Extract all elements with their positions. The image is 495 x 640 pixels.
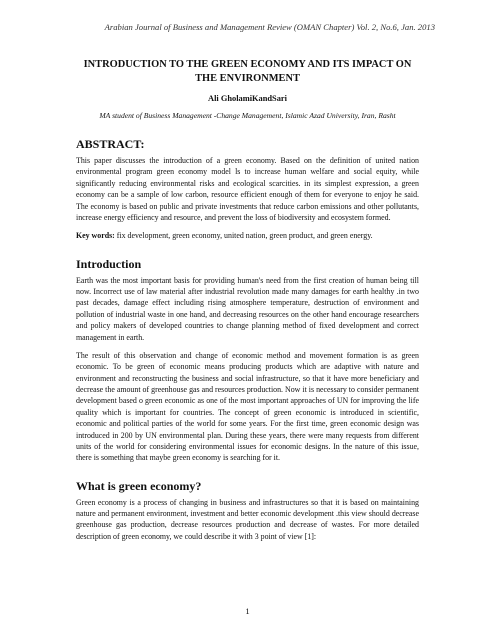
introduction-heading: Introduction — [76, 256, 142, 271]
keywords — [76, 230, 419, 241]
keywords-list: fix development, green economy, united nation, green product, and green energy. — [114, 231, 373, 241]
abstract-heading: ABSTRACT: — [76, 137, 145, 152]
keywords-label: Key words: — [76, 231, 115, 241]
article-body — [76, 58, 419, 542]
introduction-paragraph-2: The result of this observation and change of economic method and movement formation is as green economic. To be green of economic means producing products which are adaptive with nature and environment and reconstructing the business and social infrastructure, so that it have more beneficiary and decrease the amount of greenhouse gas and resources production. Now it is necessary to consider permanent development based o green economic as one of the most important approaches of UN for improving the life quality which is important for countries. The concept of green economic is introduced in scientific, economic and political parties of the world for some years. For the first time, green economic design was introduced in 200 by UN environmental plan. During these years, there were many requests from different units of the world for considering environmental issues for economic designs. In the nature of this issue, there is something that maybe green economy is searching for it. — [76, 350, 419, 463]
abstract-text: This paper discusses the introduction of a green economy. Based on the definition of united nation environmental program green economy model ls to increase human welfare and social equity, while significantly reducing environmental risks and ecological scarcities. in its simplest expression, a green economy can be a sample of low carbon, resource efficient enough of them for everyone to enjoy he said. The economy is based on public and private investments that reduce carbon emissions and other pollutants, increase energy efficiency and resource, and prevent the loss of biodiversity and ecosystem formed. — [76, 156, 419, 222]
paper-title: INTRODUCTION TO THE GREEN ECONOMY AND ITS IMPACT ON THE ENVIRONMENT — [83, 59, 412, 84]
section-heading-what-is: What is green economy? — [76, 478, 202, 493]
introduction-paragraph-1: Earth was the most important basis for providing human's need from the first creation of human being till now. Incorrect use of law material after industrial revolution made many damages for earth healthy .in two past decades, damage effect including rising atmosphere temperature, destruction of environment and pollution of industrial waste in one hand, and decreasing resources on the other hand encourage researchers and policy makers of developed countries to change planning method of fixed development and correct management in earth. — [76, 275, 419, 342]
author-affiliation: MA student of Business Management -Change Management, Islamic Azad University, Iran, Rasht — [99, 111, 396, 121]
page-number: 1 — [245, 606, 250, 616]
running-head: Arabian Journal of Business and Management Review (OMAN Chapter) Vol. 2, No.6, Jan. 2013 — [104, 22, 435, 32]
author-name: Ali GholamiKandSari — [208, 94, 287, 104]
section-paragraph-what-is: Green economy is a process of changing in business and infrastructures so that it is based on maintaining nature and permanent environment, investment and better economic development .this view should decrease greenhouse gas production, decrease resources production and decrease of wastes. For more detailed description of green economy, we could describe it with 3 point of view [1]: — [76, 497, 419, 541]
